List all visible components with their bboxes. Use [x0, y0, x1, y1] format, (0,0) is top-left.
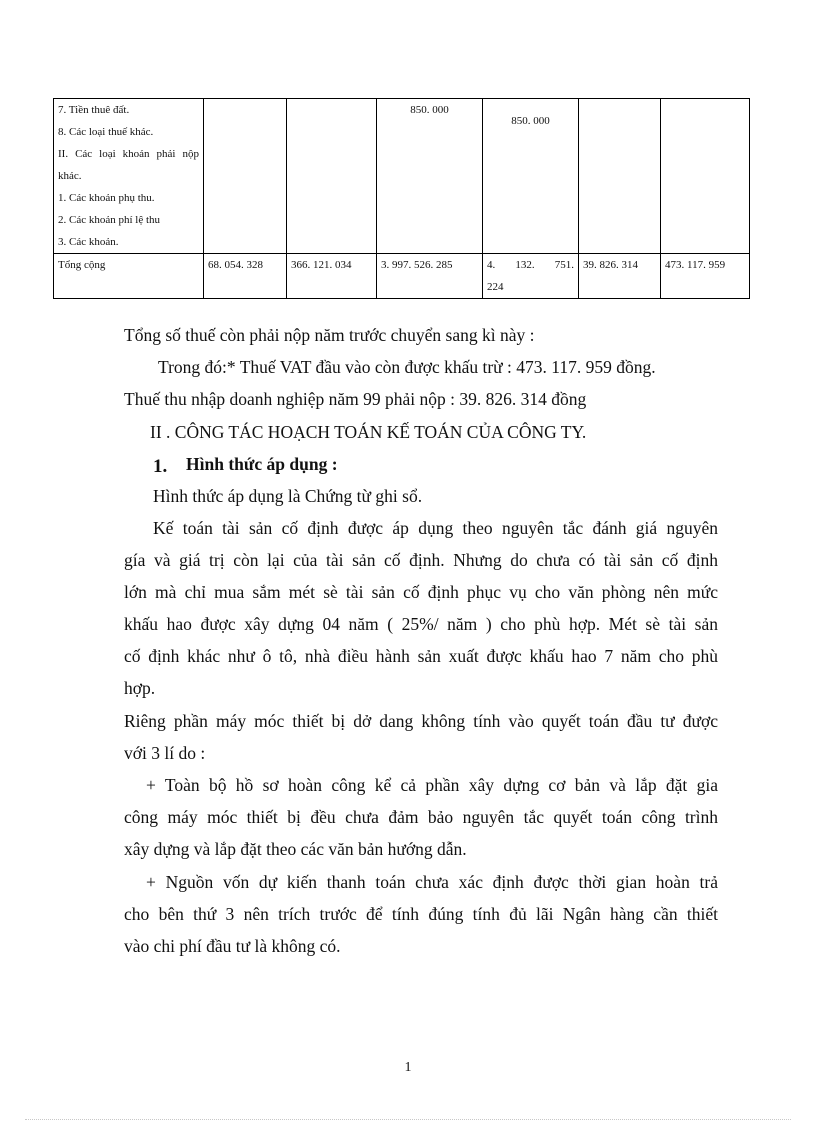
list-item: 3. Các khoản. — [58, 236, 119, 248]
paragraph: Thuế thu nhập doanh nghiệp năm 99 phải nộp : 39. 826. 314 đồng — [124, 389, 587, 409]
total-col4 — [483, 254, 579, 299]
table-row — [54, 254, 750, 299]
paragraph-line: lớn mà chỉ mua sắm mét sè tài sản cố định phục vụ cho văn phòng nên mức — [124, 582, 718, 602]
paragraph-line: với 3 lí do : — [124, 743, 206, 763]
paragraph-line: + Toàn bộ hồ sơ hoàn công kể cả phần xây dựng cơ bản và lắp đặt gia — [146, 775, 718, 795]
subheading: Hình thức áp dụng : — [186, 454, 338, 474]
total-col2: 366. 121. 034 — [287, 254, 377, 299]
list-item: 1. Các khoản phụ thu. — [58, 192, 155, 204]
paragraph-line: cho bên thứ 3 nên trích trước để tính đúng tính đủ lãi Ngân hàng cần thiết — [124, 904, 718, 924]
list-item-text: II. Các loại khoản phải nộp khác. — [58, 148, 199, 182]
list-item: 7. Tiền thuê đất. — [58, 104, 130, 116]
paragraph-line: Kế toán tài sản cố định được áp dụng theo nguyên tắc đánh giá nguyên — [153, 518, 718, 538]
total-col4-a: 4. 132. 751. — [487, 259, 574, 271]
items-cell — [54, 99, 204, 254]
paragraph-line: khấu hao được xây dựng 04 năm ( 25%/ năm ) cho phù hợp. Mét sè tài sản — [124, 614, 718, 634]
paragraph-line: công máy móc thiết bị đều chưa đảm bảo nguyên tắc quyết toán công trình — [124, 807, 718, 827]
table-cell — [377, 99, 483, 254]
paragraph-line: xây dựng và lắp đặt theo các văn bản hướng dẫn. — [124, 839, 467, 859]
table-row — [54, 99, 750, 254]
total-col1: 68. 054. 328 — [204, 254, 287, 299]
section-heading: II . CÔNG TÁC HOẠCH TOÁN KẾ TOÁN CỦA CÔNG TY. — [150, 422, 587, 442]
paragraph-line: hợp. — [124, 678, 156, 698]
paragraph: Hình thức áp dụng là Chứng từ ghi sổ. — [153, 486, 423, 506]
list-item: 8. Các loại thuế khác. — [58, 126, 154, 138]
paragraph: Trong đó:* Thuế VAT đầu vào còn được khấu trừ : 473. 117. 959 đồng. — [158, 357, 656, 377]
paragraph: Tổng số thuế còn phải nộp năm trước chuyển sang kì này : — [124, 325, 535, 345]
table-cell — [483, 99, 579, 254]
total-col4-b: 224 — [487, 281, 504, 293]
total-col6: 473. 117. 959 — [661, 254, 750, 299]
table-cell — [287, 99, 377, 254]
table-cell — [579, 99, 661, 254]
paragraph-line: Riêng phần máy móc thiết bị dở dang không tính vào quyết toán đầu tư được — [124, 711, 718, 731]
cell-value: 850. 000 — [511, 115, 550, 127]
total-col5: 39. 826. 314 — [579, 254, 661, 299]
list-item — [58, 143, 199, 187]
tax-table — [53, 98, 750, 299]
cell-value: 850. 000 — [410, 104, 449, 116]
page-number: 1 — [404, 1060, 412, 1075]
paragraph-line: cố định khác như ô tô, nhà điều hành sản xuất được khấu hao 7 năm cho phù — [124, 646, 718, 666]
paragraph-line: + Nguồn vốn dự kiến thanh toán chưa xác định được thời gian hoàn trả — [146, 872, 718, 892]
total-col3: 3. 997. 526. 285 — [377, 254, 483, 299]
table-cell — [661, 99, 750, 254]
list-item: 2. Các khoản phí lệ thu — [58, 214, 161, 226]
heading-number: 1. — [153, 456, 168, 477]
page-divider — [25, 1119, 791, 1120]
total-label: Tổng cộng — [54, 254, 204, 299]
paragraph-line: vào chi phí đầu tư là không có. — [124, 936, 341, 956]
paragraph-line: gía và giá trị còn lại của tài sản cố định. Nhưng do chưa có tài sản cố định — [124, 550, 718, 570]
table-cell — [204, 99, 287, 254]
